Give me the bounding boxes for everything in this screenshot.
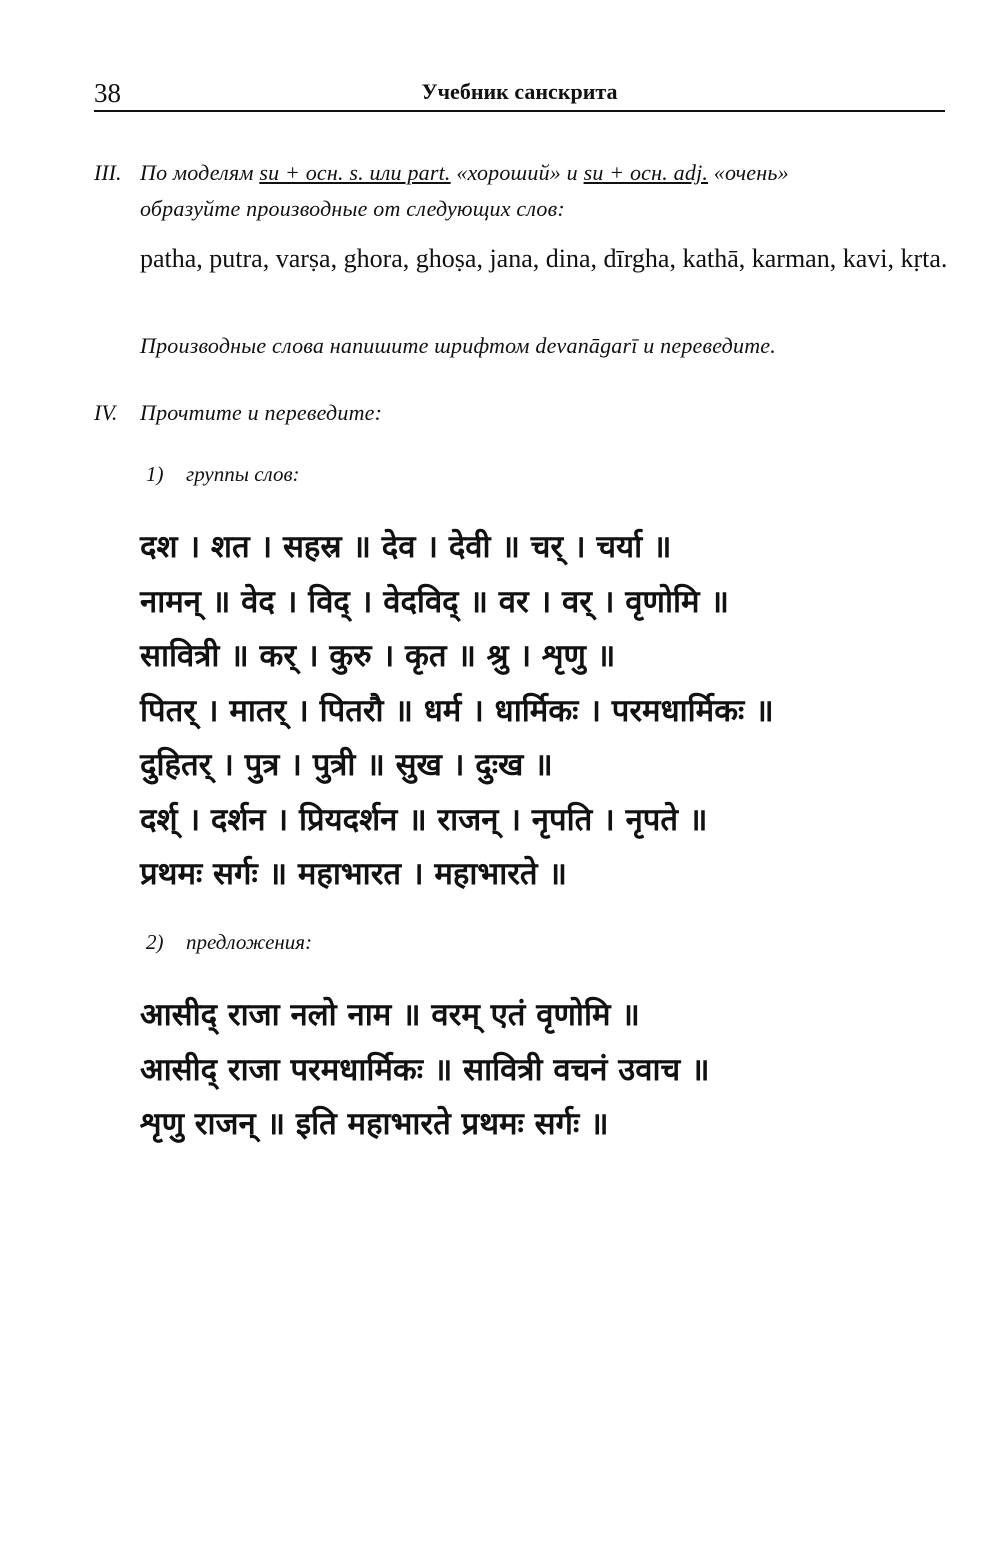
devanagari-line: प्रथमः सर्गः ॥ महाभारत । महाभारते ॥ <box>140 856 567 892</box>
page-header <box>94 76 945 112</box>
exercise-3-word-list: patha, putra, varṣa, ghora, ghoṣa, jana, dina, dīrgha, kathā, karman, kavi, kṛta. <box>140 244 948 273</box>
devanagari-line: पितर् । मातर् । पितरौ ॥ धर्म । धार्मिकः । परमधार्मिकः ॥ <box>140 692 774 729</box>
model-1: su + осн. s. или part. <box>259 160 451 185</box>
part-1-heading: 1) группы слов: <box>146 462 300 486</box>
page-number: 38 <box>94 78 121 108</box>
exercise-4-title: Прочтите и переведите: <box>140 400 383 425</box>
exercise-4-number: IV. <box>94 400 118 425</box>
exercise-3-note: Производные слова напишите шрифтом devanāgarī и переведите. <box>140 333 776 358</box>
devanagari-line: सावित्री ॥ कर् । कुरु । कृत ॥ श्रु । शृणु ॥ <box>140 638 616 674</box>
model-2: su + осн. adj. <box>583 160 709 185</box>
exercise-3-number: III. <box>94 160 122 185</box>
devanagari-line: दश । शत । सहस्र ॥ देव । देवी ॥ चर् । चर्या ॥ <box>140 529 672 565</box>
running-title: Учебник санскрита <box>421 79 618 104</box>
devanagari-line: दुहितर् । पुत्र । पुत्री ॥ सुख । दुःख ॥ <box>140 747 553 783</box>
part-2-sentences <box>140 988 960 1152</box>
devanagari-sentence: शृणु राजन् ॥ इति महाभारते प्रथमः सर्गः ॥ <box>140 1106 609 1142</box>
devanagari-line: दर्श् । दर्शन । प्रियदर्शन ॥ राजन् । नृपति । नृपते ॥ <box>140 801 708 838</box>
exercise-3-instruction: По моделям su + осн. s. или part. «хороший» и su + осн. adj. «очень» <box>140 160 789 185</box>
devanagari-sentence: आसीद् राजा नलो नाम ॥ वरम् एतं वृणोमि ॥ <box>140 997 640 1033</box>
devanagari-sentence: आसीद् राजा परमधार्मिकः ॥ सावित्री वचनं उवाच ॥ <box>140 1051 710 1088</box>
part-2-heading: 2) предложения: <box>146 930 313 954</box>
devanagari-line: नामन् ॥ वेद । विद् । वेदविद् ॥ वर । वर् । वृणोमि ॥ <box>140 583 729 620</box>
part-1-word-groups <box>140 520 960 902</box>
exercise-3-instruction-line-2: образуйте производные от следующих слов: <box>140 196 565 221</box>
